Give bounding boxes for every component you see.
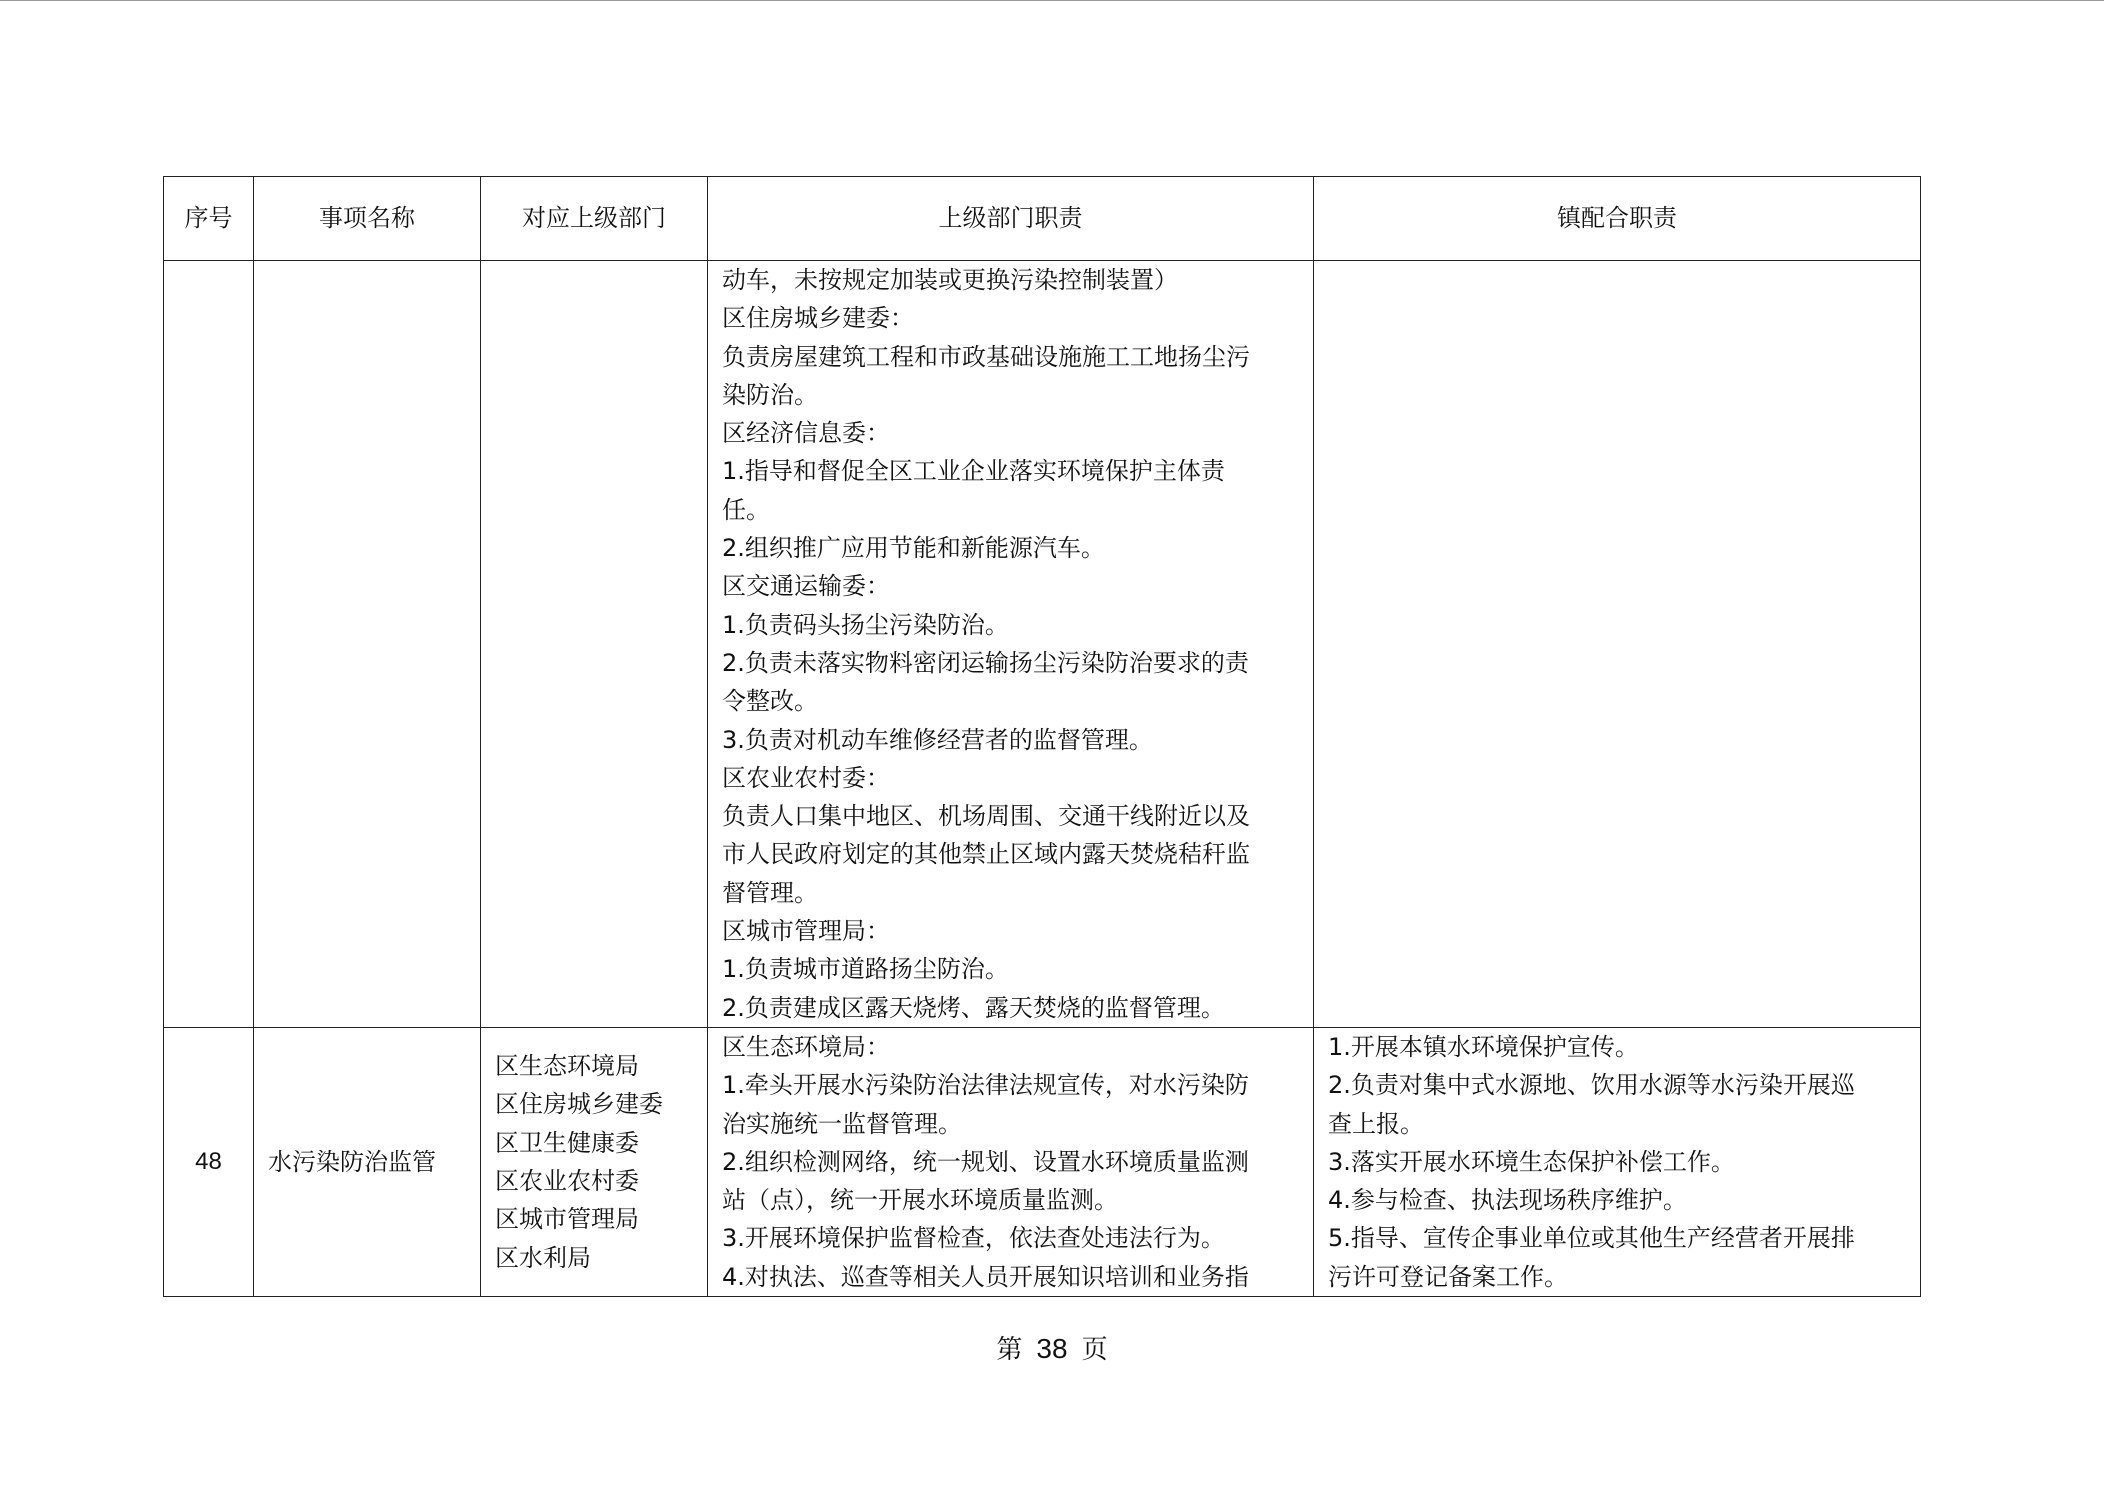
dept-line: 区农业农村委 (495, 1167, 639, 1196)
duty-line: 区城市管理局： (722, 917, 890, 946)
row-no: 48 (164, 1028, 254, 1297)
duty-line: 站（点），统一开展水环境质量监测。 (722, 1186, 1118, 1215)
duty-line: 1.负责城市道路扬尘防治。 (722, 955, 1009, 984)
row-depts (481, 1028, 708, 1297)
page-number: 38 (1036, 1333, 1068, 1364)
dept-line: 区城市管理局 (495, 1205, 639, 1234)
row-town-duty (1314, 261, 1921, 1028)
dept-line: 区住房城乡建委 (495, 1090, 663, 1119)
header-town-duty: 镇配合职责 (1314, 177, 1921, 261)
duty-line: 区农业农村委： (722, 763, 890, 792)
duty-line: 染防治。 (722, 380, 818, 409)
row-upper-duty (708, 1028, 1314, 1297)
table-row (164, 1028, 1921, 1297)
page-footer (0, 1331, 2104, 1368)
town-duty-line: 1.开展本镇水环境保护宣传。 (1328, 1033, 1639, 1061)
table-header-row (164, 177, 1921, 261)
duty-line: 1.负责码头扬尘污染防治。 (722, 610, 1009, 639)
page-top-rule (0, 0, 2104, 1)
duty-line: 1.指导和督促全区工业企业落实环境保护主体责 (722, 457, 1225, 486)
duty-line: 2.组织推广应用节能和新能源汽车。 (722, 534, 1105, 563)
dept-line: 区卫生健康委 (495, 1128, 639, 1157)
duty-line: 区住房城乡建委： (722, 304, 914, 333)
header-upper-duty: 上级部门职责 (708, 177, 1314, 261)
duty-line: 区经济信息委： (722, 419, 890, 448)
duty-line: 区生态环境局： (722, 1033, 890, 1061)
duty-line: 任。 (722, 495, 770, 524)
page-prefix: 第 (996, 1335, 1023, 1365)
row-item-name (254, 261, 481, 1028)
page-suffix: 页 (1081, 1335, 1108, 1365)
duty-table (163, 176, 1921, 1297)
duty-line: 3.开展环境保护监督检查，依法查处违法行为。 (722, 1224, 1225, 1253)
town-duty-line: 2.负责对集中式水源地、饮用水源等水污染开展巡 (1328, 1071, 1855, 1100)
duty-line: 负责人口集中地区、机场周围、交通干线附近以及 (722, 802, 1250, 831)
duty-line: 令整改。 (722, 687, 818, 716)
header-item-name: 事项名称 (254, 177, 481, 261)
dept-line: 区生态环境局 (495, 1052, 639, 1081)
town-duty-line: 查上报。 (1328, 1109, 1424, 1138)
duty-line: 负责房屋建筑工程和市政基础设施施工工地扬尘污 (722, 342, 1250, 371)
duty-line: 区交通运输委： (722, 572, 890, 601)
row-upper-duty (708, 261, 1314, 1028)
row-no (164, 261, 254, 1028)
duty-line: 市人民政府划定的其他禁止区域内露天焚烧秸秆监 (722, 840, 1250, 869)
town-duty-line: 5.指导、宣传企事业单位或其他生产经营者开展排 (1328, 1224, 1855, 1253)
duty-line: 4.对执法、巡查等相关人员开展知识培训和业务指 (722, 1262, 1249, 1291)
duty-line: 2.负责未落实物料密闭运输扬尘污染防治要求的责 (722, 648, 1249, 677)
header-dept: 对应上级部门 (481, 177, 708, 261)
header-no: 序号 (164, 177, 254, 261)
town-duty-line: 污许可登记备案工作。 (1328, 1262, 1568, 1291)
duty-line: 2.负责建成区露天烧烤、露天焚烧的监督管理。 (722, 993, 1225, 1022)
dept-line: 区水利局 (495, 1243, 591, 1272)
duty-line: 动车，未按规定加装或更换污染控制装置） (722, 266, 1178, 294)
town-duty-line: 4.参与检查、执法现场秩序维护。 (1328, 1186, 1687, 1215)
duty-line: 督管理。 (722, 878, 818, 907)
row-depts (481, 261, 708, 1028)
row-item-name: 水污染防治监管 (254, 1028, 481, 1297)
duty-line: 1.牵头开展水污染防治法律法规宣传，对水污染防 (722, 1071, 1249, 1100)
duty-line: 3.负责对机动车维修经营者的监督管理。 (722, 725, 1153, 754)
duty-line: 2.组织检测网络，统一规划、设置水环境质量监测 (722, 1147, 1249, 1176)
row-town-duty (1314, 1028, 1921, 1297)
duty-line: 治实施统一监督管理。 (722, 1109, 962, 1138)
table-row (164, 261, 1921, 1028)
town-duty-line: 3.落实开展水环境生态保护补偿工作。 (1328, 1147, 1735, 1176)
